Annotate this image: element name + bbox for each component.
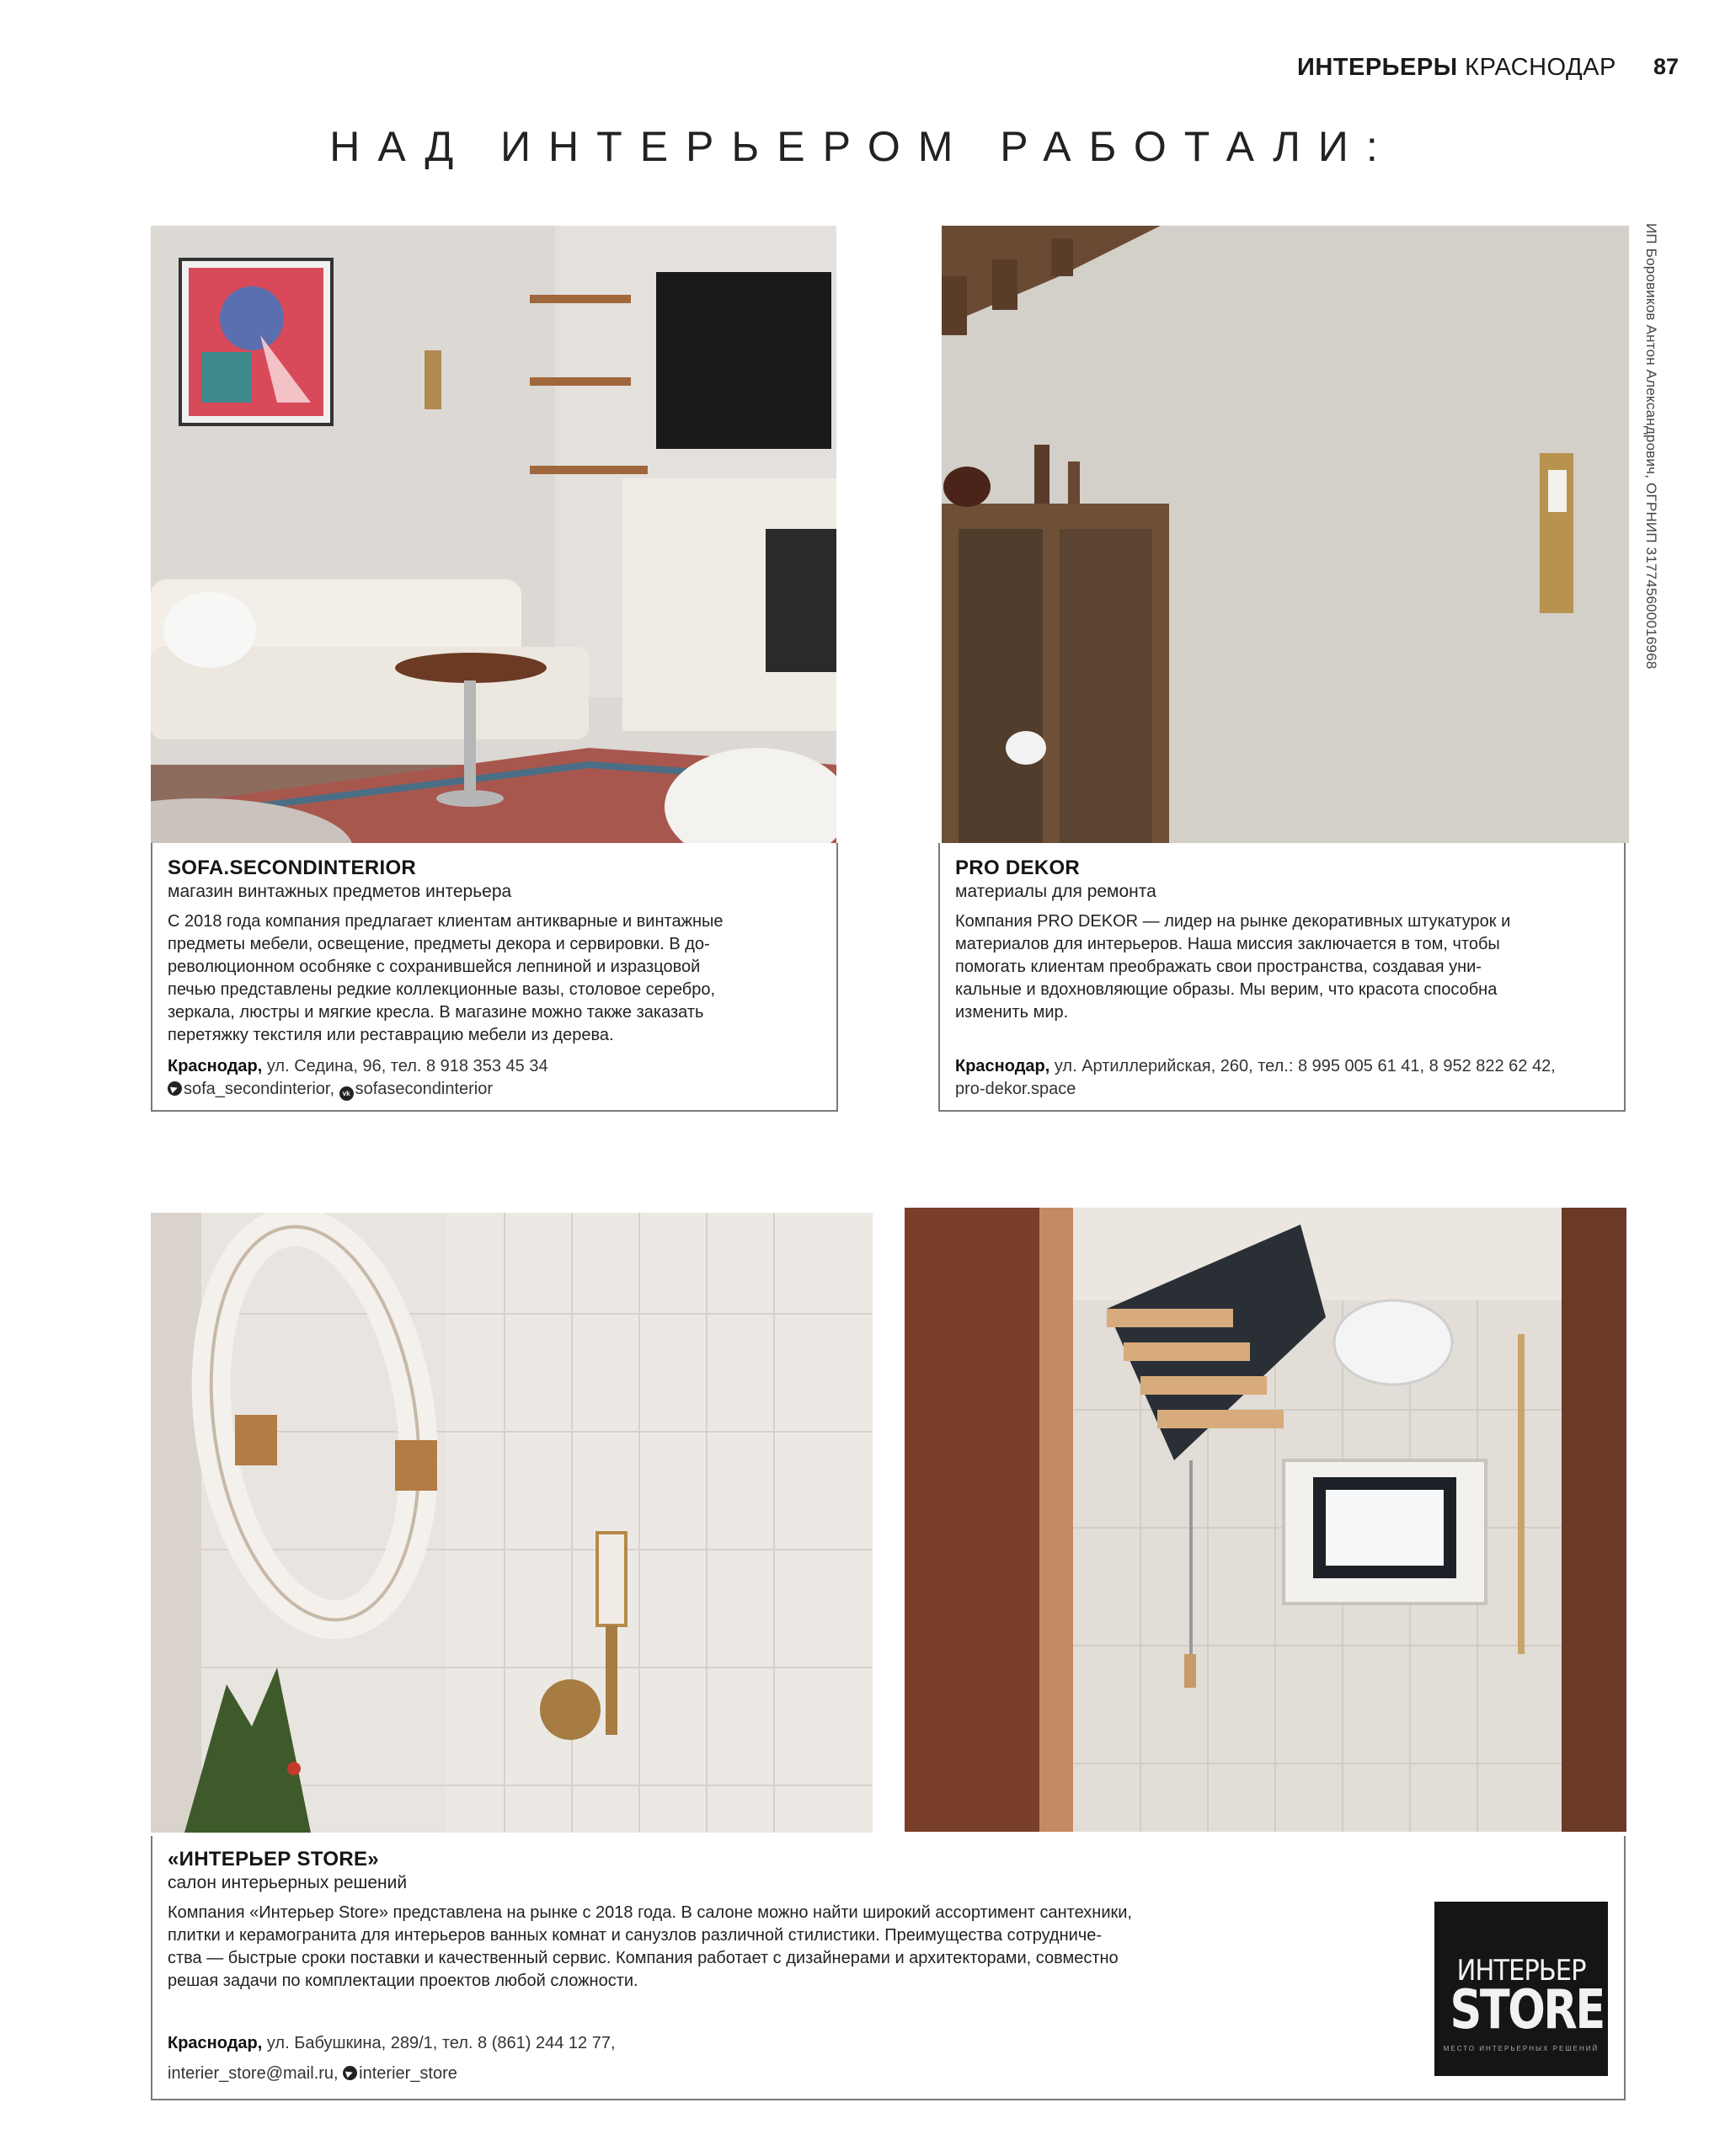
vk-icon: vk <box>339 1086 354 1101</box>
city: Краснодар, <box>955 1057 1050 1075</box>
telegram-icon <box>168 1081 182 1096</box>
logo-line-2: STORE <box>1450 1979 1604 2041</box>
section-title-city: КРАСНОДАР <box>1465 54 1616 81</box>
legal-note-text: ИП Боровиков Антон Александрович, ОГРНИП 317745600016968 <box>1643 223 1659 670</box>
company-name: PRO DEKOR <box>955 857 1081 879</box>
email-link[interactable]: interier_store@mail.ru, <box>168 2064 339 2083</box>
website-link[interactable]: pro-dekor.space <box>955 1080 1076 1098</box>
company-subtitle: магазин винтажных предметов интерьера <box>168 882 512 901</box>
telegram-icon <box>343 2066 357 2080</box>
company-address <box>955 1055 1621 1101</box>
headline: НАД ИНТЕРЬЕРОМ РАБОТАЛИ: <box>329 123 1396 170</box>
card-interier-store <box>151 1836 1626 2100</box>
city: Краснодар, <box>168 2034 263 2052</box>
company-address <box>168 2028 1347 2089</box>
company-subtitle: материалы для ремонта <box>955 882 1156 901</box>
legal-note <box>1641 223 1666 670</box>
card-sofa-secondinterior <box>151 843 838 1112</box>
city: Краснодар, <box>168 1057 263 1075</box>
vk-handle[interactable]: sofasecondinterior <box>355 1080 494 1098</box>
address-text: ул. Артиллерийская, 260, тел.: 8 995 005 61 41, 8 952 822 62 42, <box>1049 1057 1556 1075</box>
company-description: Компания PRO DEKOR — лидер на рынке декоративных штукатурок и материалов для интерьеров. Наша миссия заключается в том, чтобы помогать клиентам преображать свои пространства, создавая уни- кальные и вдохновляющие образы. Мы верим, что красота способна изменить мир. <box>955 912 1511 1022</box>
telegram-handle[interactable]: sofa_secondinterior, <box>184 1080 335 1098</box>
telegram-handle[interactable]: interier_store <box>359 2064 457 2083</box>
interier-store-logo <box>1434 1902 1608 2076</box>
company-description: С 2018 года компания предлагает клиентам антикварные и винтажные предметы мебели, освещение, предметы декора и сервировки. В до- революционном особняке с сохранившейся лепниной и изразцовой печью представлены редкие коллекционные вазы, столовое серебро, зеркала, люстры и мягкие кресла. В магазине можно также заказать перетяжку текстиля или реставрацию мебели из дерева. <box>168 912 724 1044</box>
section-title-bold: ИНТЕРЬЕРЫ <box>1297 54 1458 81</box>
photo-shower <box>905 1208 1626 1832</box>
address-text: ул. Бабушкина, 289/1, тел. 8 (861) 244 12 77, <box>262 2034 616 2052</box>
photo-living-room <box>151 226 836 843</box>
running-head <box>1297 54 1616 82</box>
photo-mirror-sconce <box>151 1213 873 1833</box>
company-description: Компания «Интерьер Store» представлена на рынке с 2018 года. В салоне можно найти широкий ассортимент сантехники, плитки и керамогранита для интерьеров ванных комнат и санузлов различной стилистики. Преимущества сотрудниче- ства — быстрые сроки поставки и качественный сервис. Компания работает с дизайнерами и архитекторами, совместно решая задачи по комплектации проектов любой сложности. <box>168 1903 1132 1990</box>
company-name: SOFA.SECONDINTERIOR <box>168 857 417 879</box>
page-number: 87 <box>1653 54 1680 79</box>
photo-pro-dekor-wall <box>942 226 1629 843</box>
company-name: «ИНТЕРЬЕР STORE» <box>168 1848 379 1870</box>
company-subtitle: салон интерьерных решений <box>168 1873 408 1892</box>
card-pro-dekor <box>938 843 1626 1112</box>
logo-line-1: ИНТЕРЬЕР <box>1456 1954 1586 1988</box>
address-text: ул. Седина, 96, тел. 8 918 353 45 34 <box>262 1057 548 1075</box>
logo-tagline: МЕСТО ИНТЕРЬЕРНЫХ РЕШЕНИЙ <box>1443 2045 1599 2052</box>
company-address <box>168 1055 833 1101</box>
